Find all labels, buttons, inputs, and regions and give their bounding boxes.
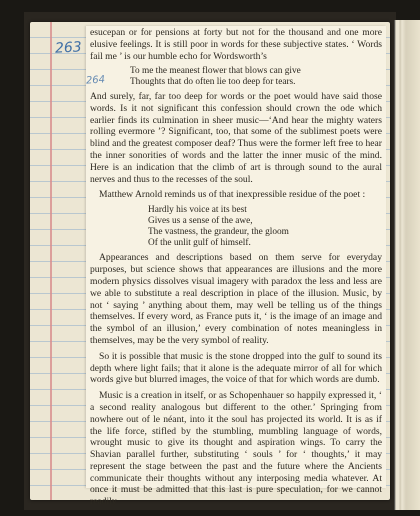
verse-line: The vastness, the grandeur, the gloom	[148, 226, 289, 237]
verse-line: Hardly his voice at its best	[148, 205, 247, 216]
verse-line: Of the unlit gulf of himself.	[148, 237, 251, 248]
verse-line: To me the meanest flower that blows can give	[130, 66, 301, 77]
notebook-margin-line	[50, 22, 52, 500]
paragraph-2: And surely, far, far too deep for words or the poet would have said those words. Is it not significant this confession should crown the ode which earlier finds its culmination in sheer music—‘And hear the mighty waters rolling evermore ’? Significant, too, that some of the sublimest poets were blind and the greatest composer deaf? Thus were the former left free to hear the inner sonorities of words and the latter the inner music of the mind. Here is an indication that the climb of art is through sound to the aural nerves and thus to the recesses of the soul.	[90, 90, 382, 185]
printed-text-column	[90, 27, 382, 508]
verse-line: Thoughts that do often lie too deep for tears.	[130, 77, 296, 88]
quote-wordsworth	[130, 66, 382, 88]
handwritten-continuation-number: 264	[85, 74, 106, 87]
paragraph-5: So it is possible that music is the stone dropped into the gulf to sound its depth where light fails; that it alone is the adequate mirror of all for which words give but blurred images, the voice of that for which words are dumb.	[90, 350, 382, 386]
notebook-spine	[394, 20, 420, 510]
paragraph-4: Appearances and descriptions based on them serve for everyday purposes, but science shows that appearances are illusions and the more modern physics dissolves visual imagery with paradox the less and less are we able to substitute a real description in place of the illusion. Music, by not ‘ saying ’ anything about them, may well be telling us of the things themselves. If every word, as France puts it, ‘ is the image of an image and the symbol of an illusion,’ every combination of notes meaningless in themselves, may be the very symbol of reality.	[90, 252, 382, 346]
quote-arnold	[148, 205, 382, 248]
paragraph-6: Music is a creation in itself, or as Schopenhauer so happily expressed it, ‘ a second reality analogous but different to the other.’ Springing from nowhere out of le néant, into it the soul has projected its world. It is as if the life force, stifled by the stumbling, mumbling language of words, wrought music to give its thought and aspiration wings. To carry the Shavian parallel further, substituting ‘ souls ’ for ‘ thoughts,’ it may represent the stage between the past and the future where the Ancients communicate their thoughts without any interposing media whatever. At once it must be admitted that this last is pure speculation, for we cannot readily	[90, 390, 382, 508]
paragraph-1: esucepan or for pensions at forty but not for the thousand and one more elusive feelings. It is still poor in words for these subjective states. ‘ Words fail me ’ is our humble echo for Wordsworth’s	[90, 27, 382, 62]
verse-line: Gives us a sense of the awe,	[148, 215, 253, 226]
paragraph-3: Matthew Arnold reminds us of that inexpressible residue of the poet :	[99, 189, 366, 201]
handwritten-page-number: 263	[54, 39, 83, 57]
